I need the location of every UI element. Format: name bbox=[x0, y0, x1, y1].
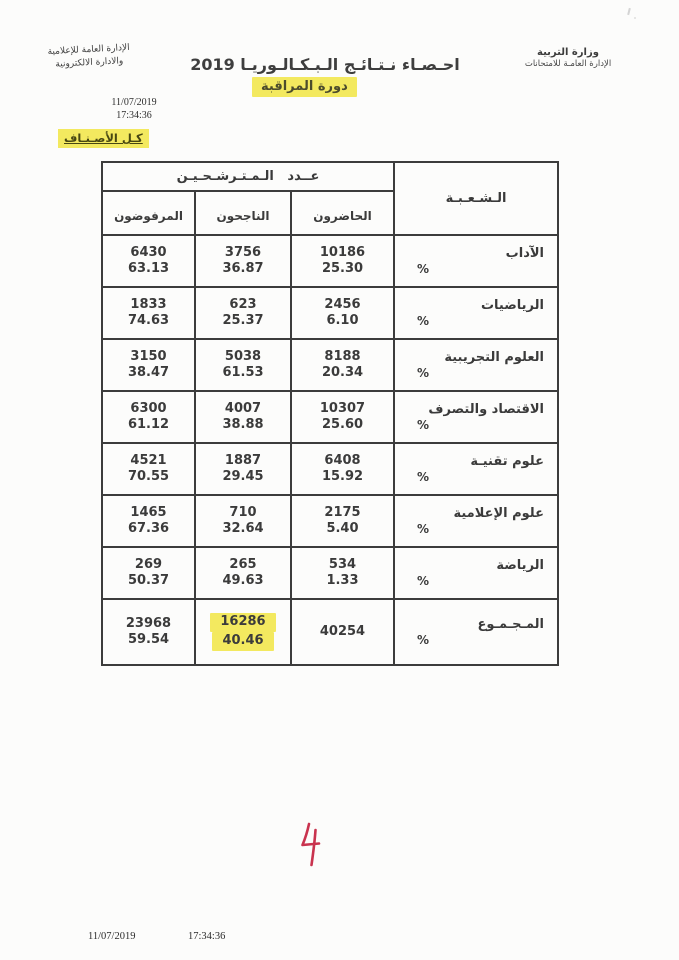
rejected-count: 6430 bbox=[130, 245, 167, 260]
present-count: 2175 bbox=[324, 505, 361, 520]
present-percent: 15.92 bbox=[321, 469, 364, 484]
passed-percent: 29.45 bbox=[222, 469, 264, 484]
section-cell bbox=[394, 547, 558, 599]
rejected-percent: 67.36 bbox=[127, 521, 170, 536]
present-percent: 5.40 bbox=[326, 521, 359, 536]
rejected-count: 1465 bbox=[130, 505, 167, 520]
passed-percent: 61.53 bbox=[222, 365, 264, 380]
present-count: 8188 bbox=[324, 349, 361, 364]
rejected-count: 23968 bbox=[125, 616, 172, 631]
table-header-row-1 bbox=[102, 162, 558, 191]
section-name: علوم تقنيـة bbox=[470, 454, 544, 469]
passed-cell bbox=[195, 287, 291, 339]
table-row bbox=[102, 391, 558, 443]
section-cell bbox=[394, 391, 558, 443]
generated-date: 11/07/2019 bbox=[111, 97, 157, 108]
department-line1: الإدارة العامة للإعلامية bbox=[47, 42, 130, 58]
section-cell bbox=[394, 443, 558, 495]
department-block bbox=[39, 41, 138, 72]
present-percent: 1.33 bbox=[326, 573, 359, 588]
results-table bbox=[101, 161, 559, 666]
passed-count: 5038 bbox=[224, 349, 262, 364]
passed-count: 4007 bbox=[224, 401, 262, 416]
present-cell bbox=[291, 235, 394, 287]
handwritten-page-number bbox=[296, 820, 328, 870]
rejected-percent: 50.37 bbox=[127, 573, 170, 588]
passed-count: 1887 bbox=[224, 453, 262, 468]
table-row bbox=[102, 443, 558, 495]
passed-percent: 36.87 bbox=[222, 261, 264, 276]
present-cell bbox=[291, 391, 394, 443]
category-filter-label: كـل الأصـنـاف bbox=[58, 129, 149, 148]
passed-percent: 25.37 bbox=[222, 313, 264, 328]
section-name: الرياضة bbox=[496, 558, 544, 573]
percent-symbol: % bbox=[417, 366, 430, 380]
rejected-count: 6300 bbox=[130, 401, 167, 416]
passed-cell bbox=[195, 339, 291, 391]
passed-percent: 32.64 bbox=[222, 521, 264, 536]
passed-cell bbox=[195, 495, 291, 547]
present-cell bbox=[291, 547, 394, 599]
rejected-count: 4521 bbox=[130, 453, 167, 468]
present-percent: 6.10 bbox=[326, 313, 359, 328]
scan-speck bbox=[634, 17, 636, 19]
section-cell bbox=[394, 235, 558, 287]
passed-percent: 38.88 bbox=[222, 417, 264, 432]
results-table-container bbox=[101, 161, 559, 666]
section-name: المـجـمـوع bbox=[477, 617, 544, 632]
present-cell bbox=[291, 287, 394, 339]
rejected-cell bbox=[102, 443, 195, 495]
passed-count: 3756 bbox=[224, 245, 262, 260]
rejected-percent: 74.63 bbox=[127, 313, 170, 328]
rejected-cell bbox=[102, 495, 195, 547]
present-count: 10186 bbox=[319, 245, 366, 260]
rejected-cell bbox=[102, 339, 195, 391]
rejected-percent: 70.55 bbox=[127, 469, 170, 484]
passed-count: 623 bbox=[229, 297, 257, 312]
percent-symbol: % bbox=[417, 470, 430, 484]
rejected-cell bbox=[102, 391, 195, 443]
passed-cell bbox=[195, 235, 291, 287]
present-cell bbox=[291, 339, 394, 391]
passed-percent: 49.63 bbox=[222, 573, 264, 588]
percent-symbol: % bbox=[417, 574, 430, 588]
present-count: 2456 bbox=[324, 297, 361, 312]
section-name: الرياضيات bbox=[480, 298, 544, 313]
results-table-body bbox=[102, 235, 558, 665]
table-row bbox=[102, 287, 558, 339]
percent-symbol: % bbox=[417, 522, 430, 536]
passed-percent: 40.46 bbox=[196, 632, 290, 651]
section-name: علوم الإعلامية bbox=[453, 506, 544, 521]
passed-cell bbox=[195, 391, 291, 443]
ministry-name: وزارة التربية bbox=[537, 47, 599, 58]
present-column-header: الحاضرون bbox=[291, 191, 394, 235]
rejected-percent: 59.54 bbox=[127, 632, 170, 647]
present-cell bbox=[291, 443, 394, 495]
table-row bbox=[102, 495, 558, 547]
present-count: 534 bbox=[328, 557, 357, 572]
rejected-cell bbox=[102, 287, 195, 339]
passed-count: 710 bbox=[229, 505, 257, 520]
section-name: الاقتصاد والتصرف bbox=[428, 402, 544, 417]
scan-speck bbox=[627, 8, 631, 15]
section-cell bbox=[394, 339, 558, 391]
department-line2: والادارة الالكترونية bbox=[55, 56, 124, 70]
percent-symbol: % bbox=[417, 633, 430, 647]
table-row bbox=[102, 547, 558, 599]
session-subtitle: دورة المراقبة bbox=[252, 77, 357, 97]
section-column-header: الـشـعـبـة bbox=[394, 162, 558, 235]
present-cell bbox=[291, 599, 394, 665]
footer-date: 11/07/2019 bbox=[88, 931, 136, 942]
passed-column-header: الناجحون bbox=[195, 191, 291, 235]
section-name: الآداب bbox=[505, 246, 544, 261]
present-count: 10307 bbox=[319, 401, 366, 416]
present-cell bbox=[291, 495, 394, 547]
table-row bbox=[102, 339, 558, 391]
rejected-count: 3150 bbox=[130, 349, 167, 364]
passed-cell bbox=[195, 443, 291, 495]
footer-time: 17:34:36 bbox=[188, 931, 226, 942]
section-name: العلوم التجريبية bbox=[444, 350, 544, 365]
present-percent: 25.30 bbox=[321, 261, 364, 276]
present-percent: 20.34 bbox=[321, 365, 364, 380]
passed-cell bbox=[195, 599, 291, 665]
section-cell bbox=[394, 495, 558, 547]
section-cell bbox=[394, 599, 558, 665]
rejected-percent: 38.47 bbox=[127, 365, 170, 380]
rejected-percent: 61.12 bbox=[127, 417, 170, 432]
passed-count: 265 bbox=[229, 557, 257, 572]
present-count: 6408 bbox=[324, 453, 361, 468]
passed-count: 16286 bbox=[196, 613, 290, 632]
section-cell bbox=[394, 287, 558, 339]
table-row bbox=[102, 235, 558, 287]
present-count: 40254 bbox=[319, 624, 366, 639]
rejected-percent: 63.13 bbox=[127, 261, 170, 276]
rejected-count: 1833 bbox=[130, 297, 167, 312]
rejected-cell bbox=[102, 547, 195, 599]
timestamp-block bbox=[106, 96, 162, 122]
present-percent: 25.60 bbox=[321, 417, 364, 432]
passed-cell bbox=[195, 547, 291, 599]
exams-administration: الإدارة العامـة للامتحانات bbox=[524, 59, 612, 69]
generated-time: 17:34:36 bbox=[116, 110, 152, 121]
rejected-count: 269 bbox=[134, 557, 163, 572]
percent-symbol: % bbox=[417, 314, 430, 328]
rejected-cell bbox=[102, 235, 195, 287]
percent-symbol: % bbox=[417, 262, 430, 276]
percent-symbol: % bbox=[417, 418, 430, 432]
table-row bbox=[102, 599, 558, 665]
rejected-cell bbox=[102, 599, 195, 665]
ministry-block bbox=[513, 46, 623, 70]
candidates-group-header: عــدد الـمـتـرشـحـيـن bbox=[102, 162, 394, 191]
report-title: احـصـاء نـتـائـج الـبـكـالـوريـا 2019 bbox=[190, 55, 460, 74]
rejected-column-header: المرفوضون bbox=[102, 191, 195, 235]
